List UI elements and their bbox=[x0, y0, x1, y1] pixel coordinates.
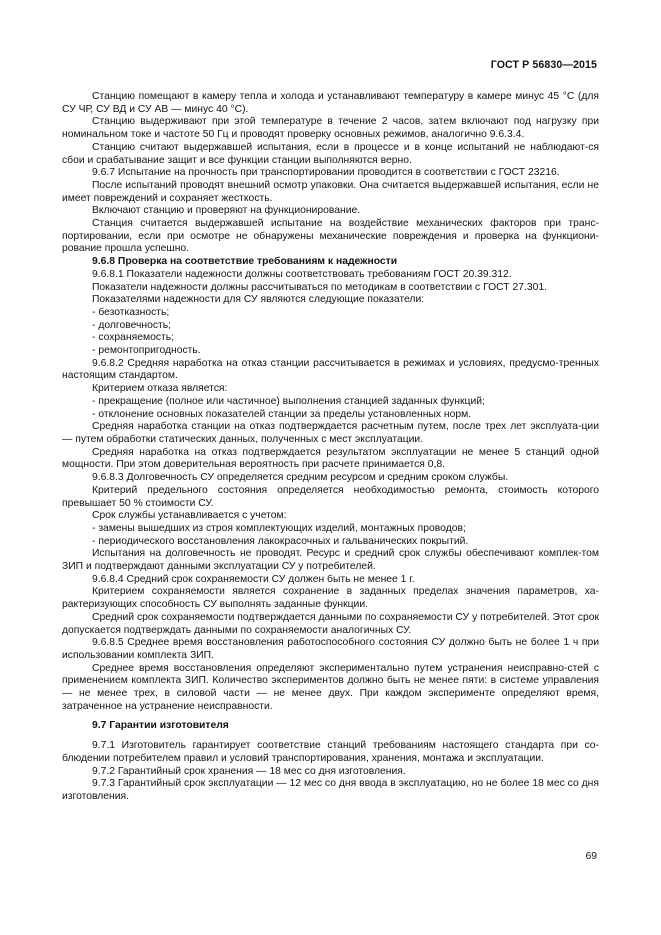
paragraph: После испытаний проводят внешний осмотр упаковки. Она считается выдержавшей испытания, если не имеет повреждений и сохраняет жесткость. bbox=[62, 179, 599, 204]
paragraph: Показателями надежности для СУ являются следующие показатели: bbox=[92, 294, 425, 306]
section-heading: 9.7 Гарантии изготовителя bbox=[92, 720, 229, 732]
paragraph: Критерий предельного состояния определяется необходимостью ремонта, стоимость которого превышает 50 % стоимости СУ. bbox=[62, 484, 599, 509]
paragraph: Средний срок сохраняемости подтверждается данными по сохраняемости СУ у потребителей. Этот срок допускается подтверждать данными по сохраняемости аналогичных СУ. bbox=[62, 611, 599, 636]
document-body bbox=[62, 91, 599, 804]
paragraph: Показатели надежности должны рассчитываться по методикам в соответствии с ГОСТ 27.301. bbox=[92, 281, 547, 293]
paragraph: Среднее время восстановления определяют экспериментально путем устранения неисправно-стей с применением комплекта ЗИП. Количество экспериментов должно быть не менее пяти: в системе управления — не менее трех, в силовой части — не менее двух. При каждом эксперименте определяют время, затраченное на устранение неисправности. bbox=[62, 662, 599, 712]
paragraph: Станция считается выдержавшей испытание на воздействие механических факторов при транс-портировании, если при осмотре не обнаружены механические повреждения и проверка на функциони-рование прошла успешно. bbox=[62, 218, 599, 255]
paragraph: Критерием сохраняемости является сохранение в заданных пределах значения параметров, ха-рактеризующих способность СУ выполнять заданные функции. bbox=[62, 586, 599, 611]
paragraph: Станцию считают выдержавшей испытания, если в процессе и в конце испытаний не наблюдают-ся сбои и срабатывание защит и все функции станции выполняются верно. bbox=[62, 141, 599, 166]
paragraph: Станцию выдерживают при этой температуре в течение 2 часов, затем включают под нагрузку при номинальном токе и частоте 50 Гц и проводят проверку основных режимов, аналогично 9.6.3.4. bbox=[62, 116, 599, 141]
paragraph: 9.6.8.2 Средняя наработка на отказ станции рассчитывается в режимах и условиях, предусмо-тренных настоящим стандартом. bbox=[62, 357, 599, 382]
list-item: - отклонение основных показателей станции за пределы установленных норм. bbox=[92, 408, 472, 420]
paragraph: Средняя наработка станции на отказ подтверждается расчетным путем, после трех лет эксплуата-ции — путем обработки статических данных, полученных с мест эксплуатации. bbox=[62, 421, 599, 445]
paragraph: 9.6.8.5 Среднее время восстановления работоспособного состояния СУ должно быть не более 1 ч при использовании комплекта ЗИП. bbox=[62, 637, 599, 661]
paragraph: Испытания на долговечность не проводят. Ресурс и средний срок службы обеспечивают комплек-том ЗИП и подтверждают данными эксплуатации СУ у потребителей. bbox=[62, 548, 599, 573]
paragraph: Срок службы устанавливается с учетом: bbox=[92, 510, 287, 522]
paragraph: 9.6.8.3 Долговечность СУ определяется средним ресурсом и средним сроком службы. bbox=[92, 472, 509, 484]
list-item: - ремонтопригодность. bbox=[92, 345, 201, 357]
list-item: - периодического восстановления лакокрасочных и гальванических покрытий. bbox=[92, 535, 469, 547]
paragraph: 9.6.8.4 Средний срок сохраняемости СУ должен быть не менее 1 г. bbox=[92, 573, 415, 585]
section-heading: 9.6.8 Проверка на соответствие требованиям к надежности bbox=[92, 256, 398, 268]
paragraph: 9.6.8.1 Показатели надежности должны соответствовать требованиям ГОСТ 20.39.312. bbox=[92, 268, 512, 280]
paragraph: 9.7.3 Гарантийный срок эксплуатации — 12 мес со дня ввода в эксплуатацию, но не более 18 мес со дня изготовления. bbox=[62, 778, 599, 802]
list-item: - безотказность; bbox=[92, 306, 170, 318]
paragraph: Станцию помещают в камеру тепла и холода и устанавливают температуру в камере минус 45 °С (для СУ ЧР, СУ ВД и СУ АВ — минус 40 °С). bbox=[62, 91, 599, 115]
paragraph: Средняя наработка на отказ подтверждается результатом эксплуатации не менее 5 станций одной мощности. При этом доверительная вероятность при расчете принимается 0,8. bbox=[62, 446, 599, 471]
paragraph: Включают станцию и проверяют на функционирование. bbox=[92, 205, 361, 217]
list-item: - замены вышедших из строя комплектующих изделий, монтажных проводов; bbox=[92, 522, 466, 534]
paragraph: 9.7.2 Гарантийный срок хранения — 18 мес со дня изготовления. bbox=[92, 765, 406, 777]
paragraph: Критерием отказа является: bbox=[92, 383, 228, 395]
list-item: - сохраняемость; bbox=[92, 332, 175, 344]
list-item: - долговечность; bbox=[92, 319, 172, 331]
document-code-header: ГОСТ Р 56830—2015 bbox=[490, 59, 597, 71]
paragraph: 9.6.7 Испытание на прочность при транспортировании проводится в соответствии с ГОСТ 23216. bbox=[92, 167, 560, 179]
list-item: - прекращение (полное или частичное) выполнения станцией заданных функций; bbox=[92, 395, 485, 407]
paragraph: 9.7.1 Изготовитель гарантирует соответствие станций требованиям настоящего стандарта при со-блюдении потребителем правил и условий транспортирования, хранения, монтажа и эксплуатации. bbox=[62, 740, 599, 764]
page-number: 69 bbox=[585, 851, 597, 862]
